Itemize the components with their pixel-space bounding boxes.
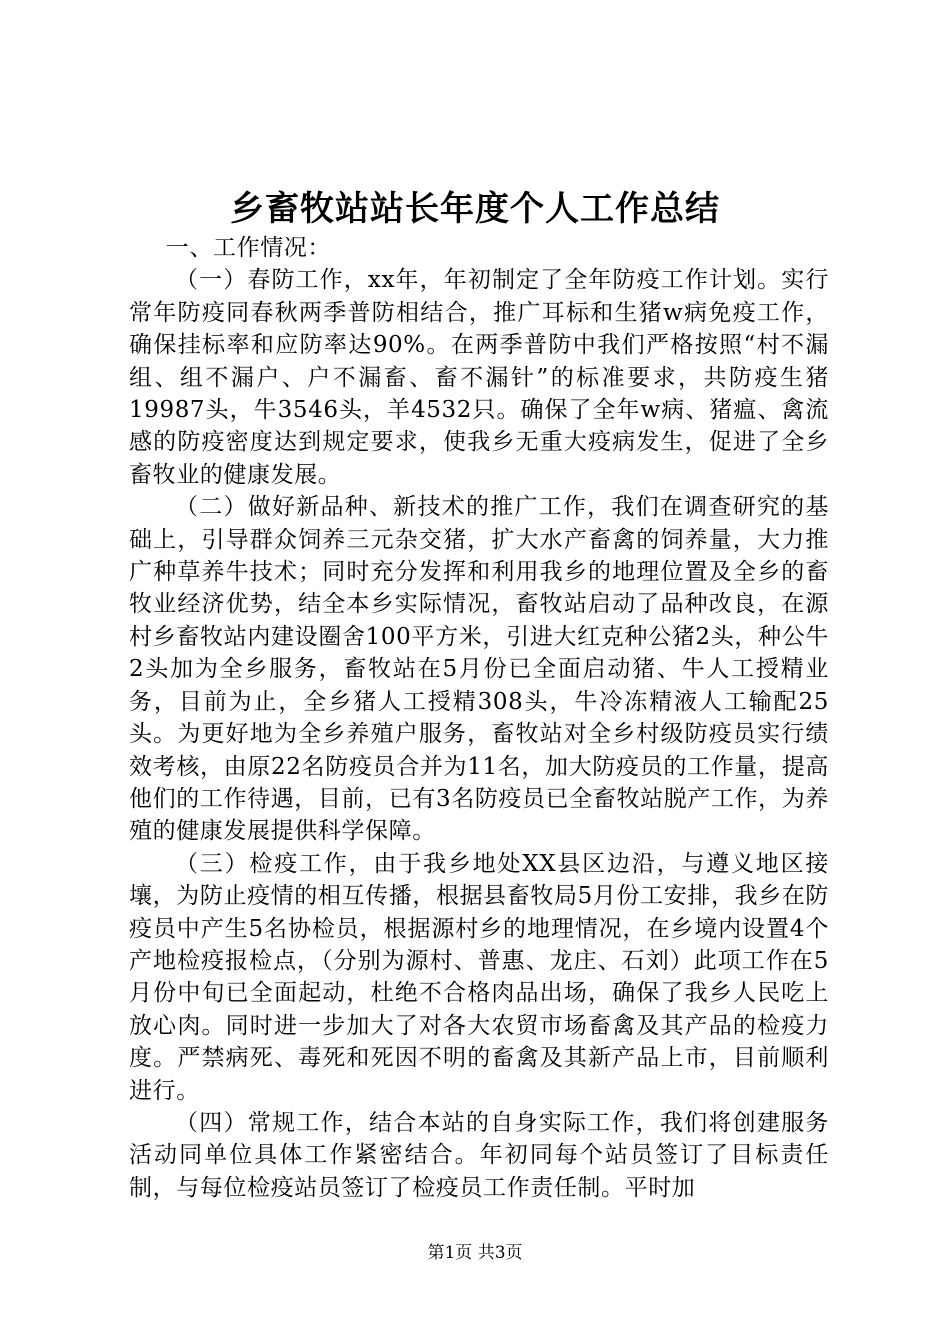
- section-heading: 一、工作情况：: [165, 235, 331, 261]
- paragraph-quarantine: （三）检疫工作，由于我乡地处XX县区边沿，与遵义地区接壤，为防止疫情的相互传播，根据县畜牧局5月份工安排，我乡在防疫员中产生5名协检员，根据源村乡的地理情况，在乡境内设置4个产地检疫报检点，（分别为源村、普惠、龙庄、石刘）此项工作在5月份中旬已全面起动，杜绝不合格肉品出场，确保了我乡人民吃上放心肉。同时进一步加大了对各大农贸市场畜禽及其产品的检疫力度。严禁病死、毒死和死因不明的畜禽及其新产品上市，目前顺利进行。: [129, 850, 829, 1104]
- page-footer: 第1页 共3页: [427, 1243, 523, 1263]
- document-title: 乡畜牧站站长年度个人工作总结: [230, 189, 720, 229]
- document-body: [129, 232, 829, 1204]
- paragraph-spring-prevention: （一）春防工作，xx年，年初制定了全年防疫工作计划。实行常年防疫同春秋两季普防相结合，推广耳标和生猪w病免疫工作，确保挂标率和应防率达90%。在两季普防中我们严格按照“村不漏组、组不漏户、户不漏畜、畜不漏针”的标准要求，共防疫生猪19987头，牛3546头，羊4532只。确保了全年w病、猪瘟、禽流感的防疫密度达到规定要求，使我乡无重大疫病发生，促进了全乡畜牧业的健康发展。: [129, 267, 829, 488]
- paragraph-new-breeds: （二）做好新品种、新技术的推广工作，我们在调查研究的基础上，引导群众饲养三元杂交猪，扩大水产畜禽的饲养量，大力推广种草养牛技术；同时充分发挥和利用我乡的地理位置及全乡的畜牧业经济优势，结全本乡实际情况，畜牧站启动了品种改良，在源村乡畜牧站内建设圈舍100平方米，引进大红克种公猪2头，种公牛2头加为全乡服务，畜牧站在5月份已全面启动猪、牛人工授精业务，目前为止，全乡猪人工授精308头，牛冷冻精液人工输配25头。为更好地为全乡养殖户服务，畜牧站对全乡村级防疫员实行绩效考核，由原22名防疫员合并为11名，加大防疫员的工作量，提高他们的工作待遇，目前，已有3名防疫员已全畜牧站脱产工作，为养殖的健康发展提供科学保障。: [129, 494, 829, 845]
- paragraph-routine-work: （四）常规工作，结合本站的自身实际工作，我们将创建服务活动同单位具体工作紧密结合。年初同每个站员签订了目标责任制，与每位检疫站员签订了检疫员工作责任制。平时加: [129, 1109, 829, 1201]
